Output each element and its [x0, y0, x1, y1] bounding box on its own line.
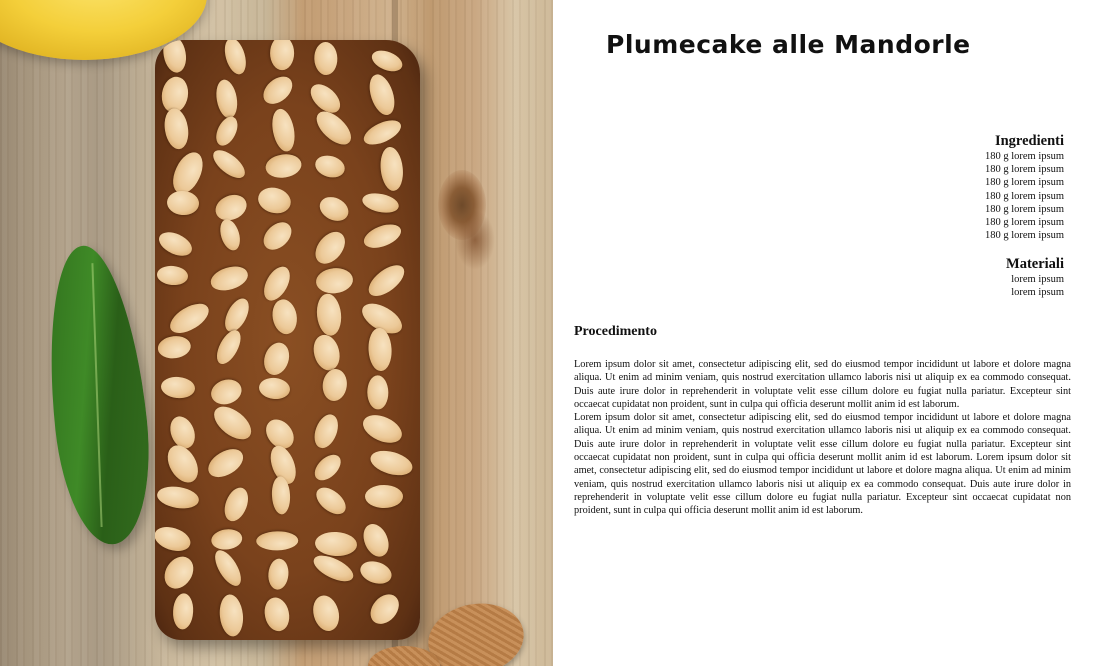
almond-slice	[310, 593, 344, 635]
almond-slice	[162, 106, 191, 150]
almond-slice	[210, 547, 246, 591]
almond-slice	[220, 484, 252, 524]
materials-list	[1006, 273, 1064, 299]
almond-slice	[155, 523, 193, 555]
recipe-title: Plumecake alle Mandorle	[606, 30, 971, 59]
ingredients-section	[985, 132, 1064, 242]
almond-slice	[256, 531, 299, 551]
almond-slice	[211, 113, 241, 149]
almond-slice	[314, 531, 357, 557]
almond-slice	[360, 190, 400, 216]
almond-slice	[208, 263, 251, 295]
almond-slice	[321, 368, 349, 402]
almond-slice	[160, 376, 195, 400]
ingredient-item: 180 g lorem ipsum	[984, 151, 1064, 162]
almond-slice	[368, 375, 389, 409]
almond-slice	[311, 411, 343, 451]
ingredient-item: 180 g lorem ipsum	[984, 190, 1064, 202]
almond-slice	[257, 71, 297, 110]
ingredient-item: 180 g lorem ipsum	[984, 217, 1064, 229]
almond-slice	[309, 226, 350, 269]
ingredient-item: 180 g lorem ipsum	[984, 203, 1064, 215]
almond-slice	[214, 78, 241, 120]
material-item: lorem ipsum	[1011, 274, 1064, 285]
ingredients-list	[985, 150, 1064, 242]
almond-slice	[172, 592, 194, 629]
almond-slice	[265, 152, 303, 180]
almond-slice	[313, 153, 348, 181]
procedure-heading: Procedimento	[574, 324, 657, 339]
materials-heading: Materiali	[1006, 256, 1064, 272]
almond-slice	[258, 262, 295, 305]
almond-slice	[159, 551, 199, 594]
almond-slice	[270, 40, 294, 70]
almond-slice	[364, 589, 404, 630]
almond-slice	[260, 339, 293, 378]
almond-slice	[210, 527, 243, 551]
almond-slice	[222, 40, 250, 77]
almond-slice	[312, 482, 351, 519]
almond-slice	[368, 447, 415, 480]
ingredient-item: 180 g lorem ipsum	[984, 177, 1064, 189]
procedure-paragraph: Lorem ipsum dolor sit amet, consectetur adipiscing elit, sed do eiusmod tempor incididunt ut labore et dolore magna aliqua. Ut enim ad minim veniam, quis nostrud exercitation ullamco laboris nisi ut aliquip ex ea commodo consequat. Duis aute irure dolor in reprehenderit in voluptate velit esse cillum dolore eu fugiat nulla pariatur. Excepteur sint occaecat cupidatat non proident, sunt in culpa qui officia deserunt mollit anim id est laborum.	[574, 359, 1071, 410]
almond-slice	[315, 193, 352, 226]
almond-slice	[256, 185, 294, 217]
almond-slice	[208, 145, 249, 183]
almond-slice	[166, 190, 199, 216]
almond-slice	[220, 295, 253, 336]
almond-slice	[311, 332, 344, 373]
almond-slice	[167, 148, 208, 198]
material-item: lorem ipsum	[1011, 287, 1064, 299]
almond-slice	[258, 376, 292, 400]
almond-slice	[156, 484, 201, 511]
materials-section	[1006, 255, 1064, 299]
wood-knot-shadow	[455, 210, 495, 270]
almond-slice	[357, 557, 394, 587]
almond-slice	[217, 217, 244, 253]
almond-slice	[368, 327, 393, 371]
almond-slice	[156, 228, 196, 261]
almond-slice	[359, 410, 406, 448]
procedure-text	[574, 358, 1071, 518]
almond-slice	[156, 264, 189, 285]
almond-slice	[361, 220, 405, 253]
ingredient-item: 180 g lorem ipsum	[984, 164, 1064, 176]
almond-slice	[217, 593, 245, 638]
almond-slice	[314, 41, 339, 75]
almond-slice	[204, 444, 248, 483]
ingredient-item: 180 g lorem ipsum	[984, 230, 1064, 242]
almond-slice	[267, 558, 290, 590]
almond-slice	[259, 217, 297, 255]
almond-slice	[360, 116, 405, 150]
almond-slice	[270, 107, 298, 153]
almond-slice	[310, 450, 346, 485]
almond-slice	[369, 46, 406, 75]
almond-slice	[366, 72, 400, 119]
almond-slice	[359, 520, 394, 561]
almond-slice	[363, 260, 410, 303]
almond-slice	[212, 327, 246, 368]
almond-slice	[161, 440, 203, 487]
almond-slice	[165, 297, 213, 338]
almond-slice	[160, 40, 189, 74]
almond-slice	[261, 596, 292, 634]
procedure-paragraph: Lorem ipsum dolor sit amet, consectetur adipiscing elit, sed do eiusmod tempor incididunt ut labore et dolore magna aliqua. Ut enim ad minim veniam, quis nostrud exercitation ullamco laboris nisi ut aliquip ex ea commodo consequat. Duis aute irure dolor in reprehenderit in voluptate velit esse cillum dolore eu fugiat nulla pariatur. Excepteur sint occaecat cupidatat non proident, sunt in culpa qui officia deserunt mollit anim id est laborum. Lorem ipsum dolor sit amet, consectetur adipiscing elit, sed do eiusmod tempor incididunt ut labore et dolore magna aliqua. Ut enim ad minim veniam, quis nostrud exercitation ullamco laboris nisi ut aliquip ex ea commodo consequat. Duis aute irure dolor in reprehenderit in voluptate velit esse cillum dolore eu fugiat nulla pariatur. Excepteur sint occaecat cupidatat non proident, sunt in culpa qui officia deserunt mollit anim id est laborum.	[574, 412, 1071, 517]
ingredients-heading: Ingredienti	[994, 133, 1064, 149]
almond-slice	[315, 293, 343, 338]
almond-plumcake	[155, 40, 420, 640]
almond-slice	[270, 297, 300, 336]
almond-slice	[208, 375, 245, 407]
almond-slice	[208, 400, 257, 446]
almond-slice	[379, 146, 405, 192]
almond-slice	[365, 485, 403, 508]
almond-slice	[315, 266, 354, 295]
recipe-page	[553, 0, 1106, 666]
almond-slice	[157, 334, 192, 360]
